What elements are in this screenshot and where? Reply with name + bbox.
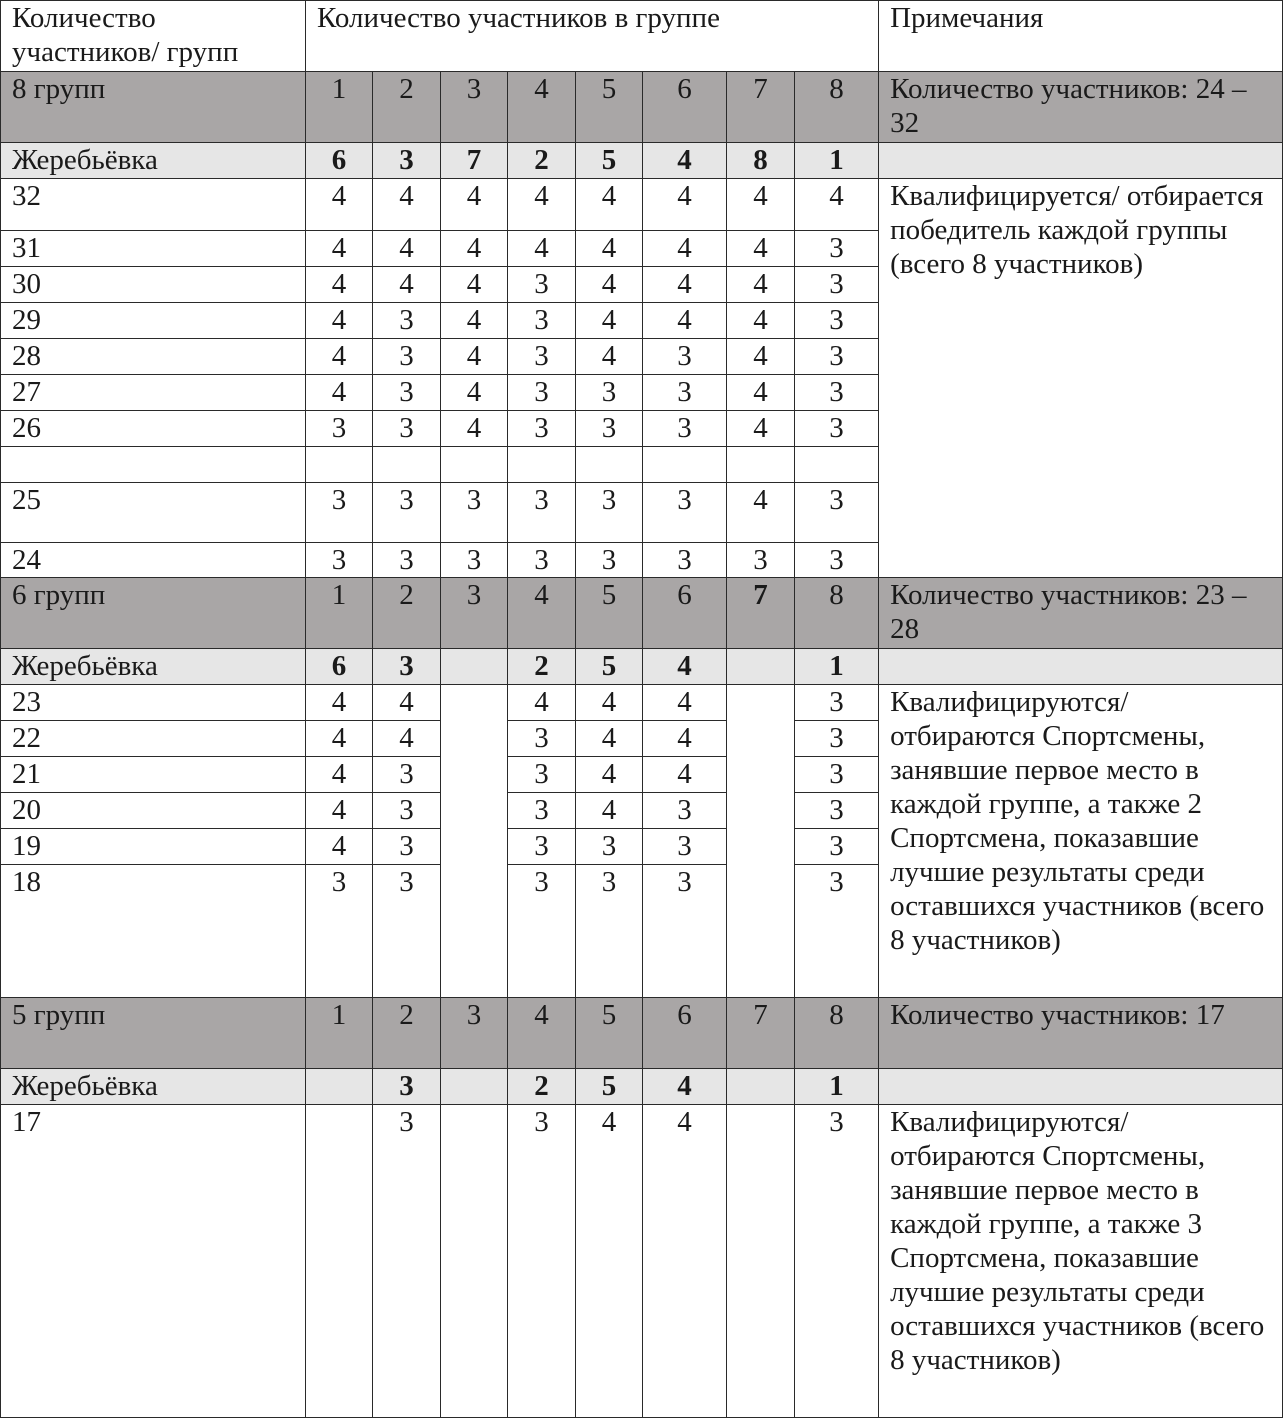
group-size-cell: 4 <box>576 721 643 757</box>
group-size-cell <box>643 447 727 483</box>
participants-row <box>1 685 1283 721</box>
group-size-cell: 3 <box>508 1105 576 1418</box>
group-size-cell: 3 <box>373 543 441 578</box>
group-count-label: 8 групп <box>1 72 306 143</box>
group-size-cell: 4 <box>576 793 643 829</box>
group-size-cell: 4 <box>643 303 727 339</box>
group-size-cell: 4 <box>306 793 373 829</box>
group-size-cell: 4 <box>727 267 795 303</box>
group-size-cell: 4 <box>727 375 795 411</box>
group-size-cell: 3 <box>576 865 643 998</box>
group-count-label: 5 групп <box>1 998 306 1069</box>
group-size-cell: 4 <box>727 411 795 447</box>
group-size-cell <box>727 793 795 829</box>
group-size-cell: 3 <box>373 793 441 829</box>
group-size-cell: 3 <box>508 865 576 998</box>
participants-total: 31 <box>1 231 306 267</box>
draw-value: 6 <box>306 649 373 685</box>
participants-total <box>1 447 306 483</box>
group-size-cell: 3 <box>795 1105 879 1418</box>
group-number: 3 <box>441 998 508 1069</box>
participants-total: 28 <box>1 339 306 375</box>
group-size-cell: 3 <box>373 303 441 339</box>
group-size-cell: 4 <box>306 829 373 865</box>
draw-value: 3 <box>373 1069 441 1105</box>
group-count-label: 6 групп <box>1 578 306 649</box>
draw-value: 5 <box>576 1069 643 1105</box>
group-size-cell: 3 <box>576 829 643 865</box>
group-size-cell: 4 <box>373 179 441 231</box>
group-size-cell: 3 <box>508 757 576 793</box>
draw-label: Жеребьёвка <box>1 143 306 179</box>
group-size-cell: 4 <box>306 267 373 303</box>
group-size-cell: 3 <box>508 543 576 578</box>
participants-total: 18 <box>1 865 306 998</box>
group-size-cell: 3 <box>795 543 879 578</box>
draw-value: 4 <box>643 649 727 685</box>
group-number: 2 <box>373 72 441 143</box>
group-size-cell: 4 <box>441 267 508 303</box>
participants-total: 19 <box>1 829 306 865</box>
group-number: 2 <box>373 998 441 1069</box>
group-size-cell: 3 <box>576 543 643 578</box>
group-size-cell: 3 <box>373 411 441 447</box>
group-size-cell: 4 <box>727 303 795 339</box>
group-size-cell: 4 <box>373 231 441 267</box>
header-notes: Примечания <box>879 1 1283 72</box>
group-size-cell: 3 <box>373 757 441 793</box>
group-number: 7 <box>727 72 795 143</box>
participants-total: 30 <box>1 267 306 303</box>
draw-value: 3 <box>373 649 441 685</box>
group-size-cell: 3 <box>795 339 879 375</box>
header-row <box>1 1 1283 72</box>
group-size-cell: 3 <box>508 339 576 375</box>
group-size-cell: 4 <box>727 179 795 231</box>
group-size-cell: 4 <box>576 1105 643 1418</box>
group-size-cell: 4 <box>441 303 508 339</box>
group-size-cell: 4 <box>643 721 727 757</box>
participants-range-note: Количество участников: 23 – 28 <box>879 578 1283 649</box>
draw-note-empty <box>879 1069 1283 1105</box>
participants-total: 20 <box>1 793 306 829</box>
draw-value: 6 <box>306 143 373 179</box>
group-size-cell: 4 <box>441 339 508 375</box>
group-size-cell <box>576 447 643 483</box>
group-size-cell <box>727 685 795 721</box>
participants-range-note: Количество участников: 24 – 32 <box>879 72 1283 143</box>
group-size-cell <box>727 1105 795 1418</box>
group-size-cell: 4 <box>306 231 373 267</box>
participants-total: 21 <box>1 757 306 793</box>
group-number: 6 <box>643 72 727 143</box>
group-size-cell <box>441 793 508 829</box>
draw-value <box>727 1069 795 1105</box>
group-header-row <box>1 578 1283 649</box>
group-size-cell: 3 <box>373 1105 441 1418</box>
group-number: 8 <box>795 998 879 1069</box>
participants-total: 23 <box>1 685 306 721</box>
group-size-cell: 3 <box>508 303 576 339</box>
participants-total: 24 <box>1 543 306 578</box>
draw-row <box>1 649 1283 685</box>
group-size-cell: 4 <box>576 339 643 375</box>
group-size-cell: 4 <box>576 231 643 267</box>
group-size-cell: 3 <box>508 793 576 829</box>
group-number: 1 <box>306 578 373 649</box>
header-count-groups: Количество участников/ групп <box>1 1 306 72</box>
group-size-cell: 4 <box>643 1105 727 1418</box>
group-size-cell: 4 <box>576 685 643 721</box>
group-size-cell: 4 <box>306 375 373 411</box>
group-size-cell: 4 <box>306 179 373 231</box>
participants-row <box>1 179 1283 231</box>
group-size-cell: 4 <box>727 339 795 375</box>
group-size-cell: 3 <box>373 829 441 865</box>
group-number: 6 <box>643 998 727 1069</box>
qualification-note: Квалифицируются/ отбираются Спортсмены, занявшие первое место в каждой группе, а также 2 Спортсмена, показавшие лучшие результаты среди оставшихся участников (всего 8 участников) <box>879 685 1283 998</box>
group-size-cell: 4 <box>441 231 508 267</box>
group-number: 2 <box>373 578 441 649</box>
draw-value <box>727 649 795 685</box>
group-size-cell: 3 <box>508 483 576 543</box>
group-size-cell: 4 <box>643 685 727 721</box>
group-size-cell: 3 <box>643 543 727 578</box>
group-size-cell: 4 <box>727 483 795 543</box>
group-size-cell: 3 <box>508 411 576 447</box>
group-size-cell: 3 <box>306 865 373 998</box>
group-size-cell: 4 <box>643 179 727 231</box>
group-size-cell: 3 <box>306 483 373 543</box>
group-size-cell: 4 <box>576 267 643 303</box>
draw-row <box>1 1069 1283 1105</box>
group-size-cell: 3 <box>508 267 576 303</box>
group-size-cell <box>508 447 576 483</box>
draw-note-empty <box>879 649 1283 685</box>
group-number: 5 <box>576 998 643 1069</box>
group-size-cell: 4 <box>306 721 373 757</box>
draw-value: 4 <box>643 143 727 179</box>
group-size-cell: 3 <box>795 757 879 793</box>
participants-total: 27 <box>1 375 306 411</box>
draw-value: 4 <box>643 1069 727 1105</box>
group-size-cell: 3 <box>643 865 727 998</box>
group-size-cell: 3 <box>576 483 643 543</box>
group-number: 7 <box>727 998 795 1069</box>
group-size-cell <box>441 685 508 721</box>
group-size-cell: 4 <box>441 411 508 447</box>
group-size-cell: 4 <box>373 721 441 757</box>
group-number: 4 <box>508 998 576 1069</box>
participants-total: 32 <box>1 179 306 231</box>
participants-total: 22 <box>1 721 306 757</box>
group-size-cell: 3 <box>306 411 373 447</box>
group-size-cell: 4 <box>576 757 643 793</box>
group-number: 8 <box>795 72 879 143</box>
group-size-cell: 3 <box>643 829 727 865</box>
group-size-cell: 3 <box>727 543 795 578</box>
group-size-cell: 3 <box>373 375 441 411</box>
group-size-cell <box>795 447 879 483</box>
group-size-cell <box>306 1105 373 1418</box>
group-size-cell <box>441 721 508 757</box>
group-size-cell <box>727 721 795 757</box>
draw-value: 1 <box>795 1069 879 1105</box>
group-size-cell: 4 <box>576 179 643 231</box>
group-number: 8 <box>795 578 879 649</box>
draw-row <box>1 143 1283 179</box>
group-size-cell <box>441 447 508 483</box>
participants-total: 26 <box>1 411 306 447</box>
group-size-cell <box>441 757 508 793</box>
group-size-cell: 4 <box>795 179 879 231</box>
group-size-cell <box>441 865 508 998</box>
group-size-cell: 3 <box>643 483 727 543</box>
draw-value: 7 <box>441 143 508 179</box>
group-size-cell: 3 <box>576 375 643 411</box>
group-size-cell: 3 <box>643 411 727 447</box>
participants-total: 29 <box>1 303 306 339</box>
group-size-cell: 3 <box>508 721 576 757</box>
draw-value: 1 <box>795 143 879 179</box>
qualification-note: Квалифицируется/ отбирается победитель каждой группы (всего 8 участников) <box>879 179 1283 578</box>
participants-range-note: Количество участников: 17 <box>879 998 1283 1069</box>
group-size-cell: 3 <box>795 375 879 411</box>
participants-total: 17 <box>1 1105 306 1418</box>
group-size-cell <box>727 447 795 483</box>
draw-value <box>306 1069 373 1105</box>
qualification-note: Квалифицируются/ отбираются Спортсмены, занявшие первое место в каждой группе, а также 3 Спортсмена, показавшие лучшие результаты среди оставшихся участников (всего 8 участников) <box>879 1105 1283 1418</box>
group-size-cell <box>373 447 441 483</box>
group-size-cell: 3 <box>508 375 576 411</box>
group-size-cell: 4 <box>373 267 441 303</box>
group-size-cell: 3 <box>643 793 727 829</box>
group-size-cell: 4 <box>508 685 576 721</box>
group-size-cell: 4 <box>508 179 576 231</box>
group-size-cell: 4 <box>441 179 508 231</box>
group-size-cell: 3 <box>373 483 441 543</box>
group-header-row <box>1 998 1283 1069</box>
group-size-cell <box>727 829 795 865</box>
group-size-cell: 3 <box>643 339 727 375</box>
group-size-cell: 3 <box>795 411 879 447</box>
header-participants-in-group: Количество участников в группе <box>306 1 879 72</box>
draw-value: 5 <box>576 649 643 685</box>
group-size-cell: 3 <box>795 303 879 339</box>
group-size-cell <box>441 1105 508 1418</box>
group-size-cell: 4 <box>643 267 727 303</box>
group-number: 4 <box>508 72 576 143</box>
draw-value: 1 <box>795 649 879 685</box>
group-size-cell: 3 <box>576 411 643 447</box>
participants-row <box>1 1105 1283 1418</box>
draw-value: 2 <box>508 1069 576 1105</box>
draw-note-empty <box>879 143 1283 179</box>
group-number: 1 <box>306 72 373 143</box>
group-size-cell: 4 <box>306 757 373 793</box>
group-size-cell: 4 <box>727 231 795 267</box>
draw-value: 2 <box>508 143 576 179</box>
draw-label: Жеребьёвка <box>1 649 306 685</box>
group-size-cell: 3 <box>795 685 879 721</box>
group-number: 4 <box>508 578 576 649</box>
group-size-cell <box>727 865 795 998</box>
group-number: 3 <box>441 72 508 143</box>
group-number: 5 <box>576 578 643 649</box>
group-size-cell: 4 <box>373 685 441 721</box>
group-size-cell: 3 <box>373 865 441 998</box>
group-number: 7 <box>727 578 795 649</box>
group-size-cell: 3 <box>795 865 879 998</box>
group-header-row <box>1 72 1283 143</box>
group-size-cell: 3 <box>795 483 879 543</box>
group-size-cell: 3 <box>795 231 879 267</box>
group-size-cell: 3 <box>373 339 441 375</box>
group-size-cell: 4 <box>576 303 643 339</box>
group-size-cell: 3 <box>795 829 879 865</box>
group-size-cell <box>441 829 508 865</box>
group-size-cell: 4 <box>508 231 576 267</box>
draw-label: Жеребьёвка <box>1 1069 306 1105</box>
group-size-cell <box>306 447 373 483</box>
group-size-cell: 3 <box>508 829 576 865</box>
group-size-cell: 3 <box>795 267 879 303</box>
draw-value: 3 <box>373 143 441 179</box>
group-size-cell: 3 <box>441 483 508 543</box>
draw-value <box>441 649 508 685</box>
group-size-cell: 3 <box>306 543 373 578</box>
draw-value: 5 <box>576 143 643 179</box>
draw-value: 8 <box>727 143 795 179</box>
participants-total: 25 <box>1 483 306 543</box>
draw-value <box>441 1069 508 1105</box>
group-size-cell: 4 <box>643 231 727 267</box>
group-number: 3 <box>441 578 508 649</box>
group-number: 6 <box>643 578 727 649</box>
group-size-cell: 3 <box>795 721 879 757</box>
group-size-cell: 3 <box>795 793 879 829</box>
group-size-cell: 4 <box>306 303 373 339</box>
group-size-cell: 4 <box>306 685 373 721</box>
group-number: 5 <box>576 72 643 143</box>
group-size-cell: 4 <box>306 339 373 375</box>
group-size-cell: 3 <box>441 543 508 578</box>
group-size-cell: 4 <box>643 757 727 793</box>
draw-value: 2 <box>508 649 576 685</box>
group-size-cell: 4 <box>441 375 508 411</box>
group-size-cell: 3 <box>643 375 727 411</box>
group-number: 1 <box>306 998 373 1069</box>
group-size-cell <box>727 757 795 793</box>
